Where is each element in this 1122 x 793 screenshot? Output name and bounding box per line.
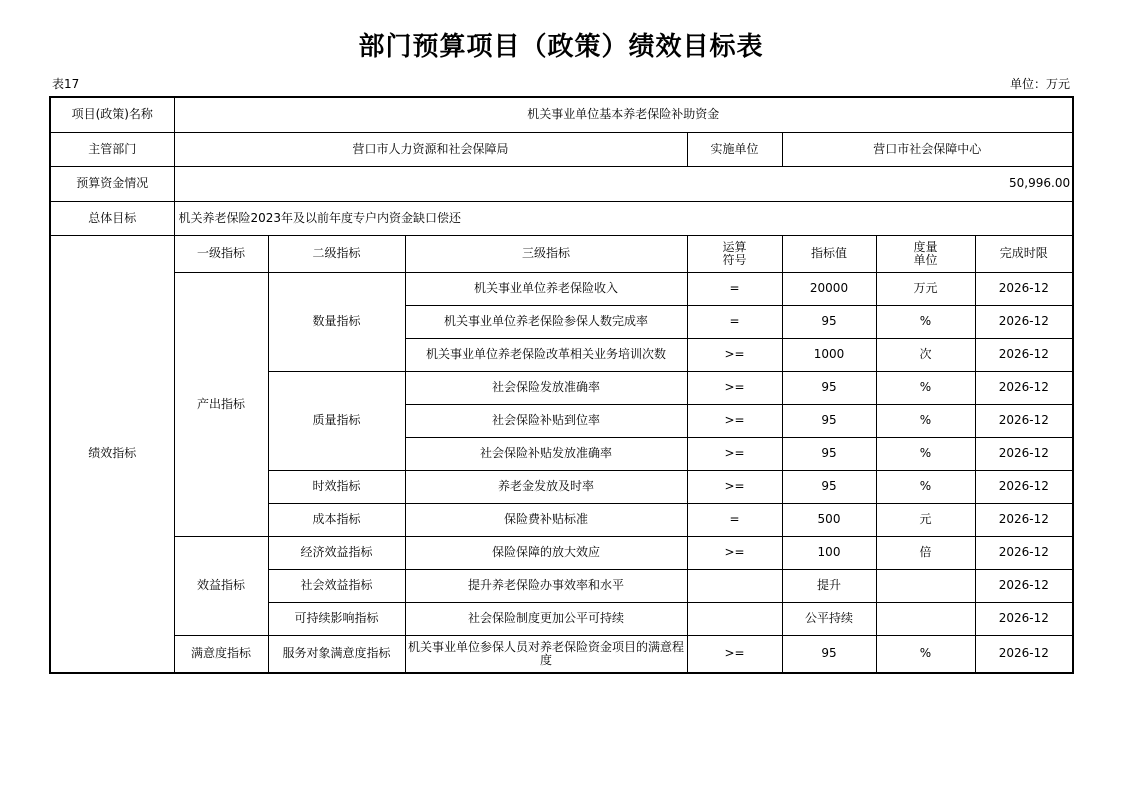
cell-l3: 机关事业单位养老保险收入 (405, 272, 687, 305)
cell-unit: % (876, 371, 975, 404)
cell-op: >= (687, 371, 782, 404)
table-header-row (50, 235, 1073, 272)
perf-label: 绩效指标 (50, 235, 174, 673)
cell-value: 95 (782, 470, 876, 503)
cell-value: 95 (782, 437, 876, 470)
cell-unit: % (876, 305, 975, 338)
table-row (50, 536, 1073, 569)
project-name: 机关事业单位基本养老保险补助资金 (174, 97, 1073, 132)
table-row (50, 97, 1073, 132)
cell-deadline: 2026-12 (975, 569, 1073, 602)
group-cost: 成本指标 (268, 503, 405, 536)
cell-deadline: 2026-12 (975, 371, 1073, 404)
cell-value: 95 (782, 305, 876, 338)
cell-op (687, 602, 782, 635)
cell-op: >= (687, 437, 782, 470)
cell-l3: 机关事业单位养老保险改革相关业务培训次数 (405, 338, 687, 371)
cell-value: 提升 (782, 569, 876, 602)
dept-value: 营口市人力资源和社会保障局 (174, 132, 687, 166)
cell-op: >= (687, 635, 782, 673)
cell-l3: 社会保险发放准确率 (405, 371, 687, 404)
cell-deadline: 2026-12 (975, 338, 1073, 371)
cell-value: 1000 (782, 338, 876, 371)
header-l1: 一级指标 (174, 235, 268, 272)
cell-deadline: 2026-12 (975, 503, 1073, 536)
group-output: 产出指标 (174, 272, 268, 536)
cell-deadline: 2026-12 (975, 470, 1073, 503)
cell-unit: 次 (876, 338, 975, 371)
cell-value: 公平持续 (782, 602, 876, 635)
budget-value: 50,996.00 (174, 166, 1073, 201)
cell-deadline: 2026-12 (975, 602, 1073, 635)
impl-label: 实施单位 (687, 132, 782, 166)
cell-deadline: 2026-12 (975, 404, 1073, 437)
cell-deadline: 2026-12 (975, 305, 1073, 338)
cell-l3: 保险保障的放大效应 (405, 536, 687, 569)
cell-op: >= (687, 338, 782, 371)
impl-value: 营口市社会保障中心 (782, 132, 1073, 166)
group-timeliness: 时效指标 (268, 470, 405, 503)
header-value: 指标值 (782, 235, 876, 272)
cell-value: 95 (782, 404, 876, 437)
cell-l3: 社会保险补贴发放准确率 (405, 437, 687, 470)
cell-deadline: 2026-12 (975, 536, 1073, 569)
table-number: 表17 (52, 77, 80, 91)
cell-op (687, 569, 782, 602)
group-satisfaction: 满意度指标 (174, 635, 268, 673)
table-row (50, 132, 1073, 166)
cell-op: >= (687, 404, 782, 437)
cell-deadline: 2026-12 (975, 437, 1073, 470)
dept-label: 主管部门 (50, 132, 174, 166)
cell-l3: 机关事业单位养老保险参保人数完成率 (405, 305, 687, 338)
table-row (50, 201, 1073, 235)
cell-unit (876, 602, 975, 635)
cell-unit (876, 569, 975, 602)
cell-op: = (687, 305, 782, 338)
cell-unit: 万元 (876, 272, 975, 305)
cell-l3: 社会保险补贴到位率 (405, 404, 687, 437)
group-quantity: 数量指标 (268, 272, 405, 371)
cell-value: 20000 (782, 272, 876, 305)
group-sustain: 可持续影响指标 (268, 602, 405, 635)
header-l2: 二级指标 (268, 235, 405, 272)
cell-op: >= (687, 536, 782, 569)
cell-l3: 提升养老保险办事效率和水平 (405, 569, 687, 602)
table-row (50, 166, 1073, 201)
cell-l3: 保险费补贴标准 (405, 503, 687, 536)
cell-unit: % (876, 470, 975, 503)
cell-value: 500 (782, 503, 876, 536)
table-row (50, 272, 1073, 305)
performance-table (49, 96, 1074, 674)
header-op: 运算 符号 (687, 235, 782, 272)
table-row (50, 635, 1073, 673)
unit-label: 单位：万元 (1009, 77, 1070, 91)
project-label: 项目(政策)名称 (50, 97, 174, 132)
page-title: 部门预算项目（政策）绩效目标表 (358, 32, 764, 62)
budget-label: 预算资金情况 (50, 166, 174, 201)
cell-value: 95 (782, 371, 876, 404)
cell-value: 95 (782, 635, 876, 673)
group-quality: 质量指标 (268, 371, 405, 470)
header-unit: 度量 单位 (876, 235, 975, 272)
cell-unit: 元 (876, 503, 975, 536)
cell-op: = (687, 272, 782, 305)
group-social: 社会效益指标 (268, 569, 405, 602)
header-l3: 三级指标 (405, 235, 687, 272)
cell-op: = (687, 503, 782, 536)
cell-op: >= (687, 470, 782, 503)
cell-l3: 社会保险制度更加公平可持续 (405, 602, 687, 635)
cell-unit: % (876, 437, 975, 470)
cell-l3: 养老金发放及时率 (405, 470, 687, 503)
header-deadline: 完成时限 (975, 235, 1073, 272)
cell-unit: % (876, 635, 975, 673)
cell-l3: 机关事业单位参保人员对养老保险资金项目的满意程度 (405, 635, 687, 673)
group-benefit: 效益指标 (174, 536, 268, 635)
cell-unit: 倍 (876, 536, 975, 569)
cell-unit: % (876, 404, 975, 437)
cell-deadline: 2026-12 (975, 272, 1073, 305)
cell-deadline: 2026-12 (975, 635, 1073, 673)
group-service: 服务对象满意度指标 (268, 635, 405, 673)
group-economic: 经济效益指标 (268, 536, 405, 569)
goal-label: 总体目标 (50, 201, 174, 235)
cell-value: 100 (782, 536, 876, 569)
goal-value: 机关养老保险2023年及以前年度专户内资金缺口偿还 (174, 201, 1073, 235)
